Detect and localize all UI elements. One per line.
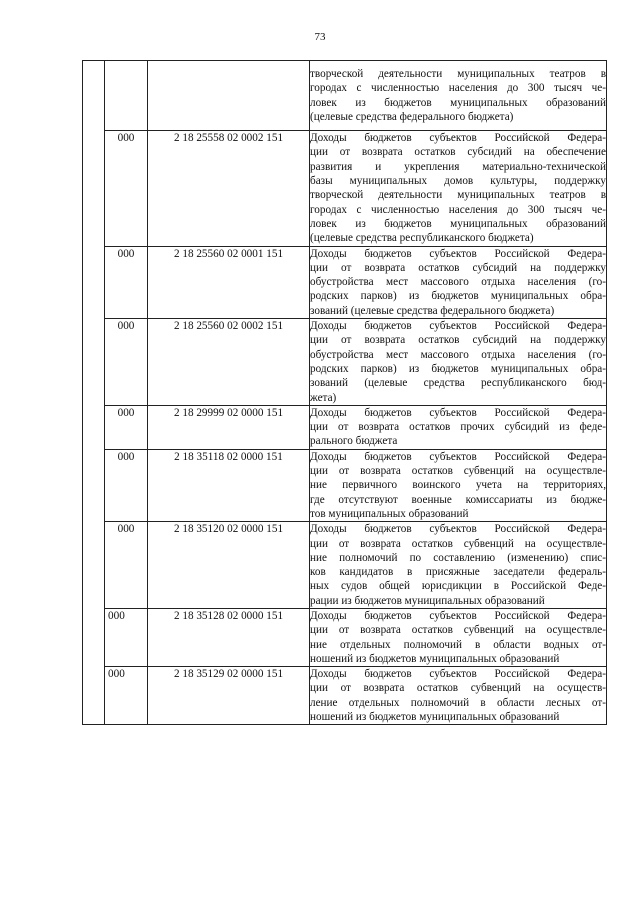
table-row xyxy=(83,667,607,725)
administrator-code-cell: 000 xyxy=(105,449,148,521)
table-row xyxy=(83,246,607,318)
description-line: ции от возврата остатков субсидий на обеспечение xyxy=(310,146,606,159)
description-line: Доходы бюджетов субъектов Российской Федера- xyxy=(310,609,606,622)
description-line: (целевые средства республиканского бюджета) xyxy=(310,232,534,245)
description-line: родских парков) из бюджетов муниципальных обра- xyxy=(310,362,606,375)
budget-revenue-table xyxy=(82,60,607,725)
table-row xyxy=(83,608,607,666)
description-line: обустройства мест массового отдыха населения (го- xyxy=(310,348,606,361)
budget-classification-code-cell: 2 18 35120 02 0000 151 xyxy=(148,522,310,609)
description-line: городах с численностью населения до 300 тысяч че- xyxy=(310,82,606,95)
budget-classification-code-cell: 2 18 25558 02 0002 151 xyxy=(148,131,310,246)
description-line: ков кандидатов в присяжные заседатели федераль- xyxy=(310,566,606,579)
table-body xyxy=(83,61,607,725)
description-line: ние отдельных полномочий в области водных от- xyxy=(310,638,606,651)
description-line: где отсутствуют военные комиссариаты из бюдже- xyxy=(310,493,606,506)
description-line: Доходы бюджетов субъектов Российской Федера- xyxy=(310,450,606,463)
budget-classification-code-cell: 2 18 25560 02 0002 151 xyxy=(148,319,310,406)
description-line: Доходы бюджетов субъектов Российской Федера- xyxy=(310,247,606,260)
description-line: ции от возврата остатков субвенций на осуществле- xyxy=(310,465,606,478)
description-line: зований (целевые средства федерального бюджета) xyxy=(310,304,555,317)
description-line: Доходы бюджетов субъектов Российской Федера- xyxy=(310,320,606,333)
description-line: ции от возврата остатков субвенций на осуществле- xyxy=(310,624,606,637)
revenue-description-cell xyxy=(310,608,607,666)
description-line: обустройства мест массового отдыха населения (го- xyxy=(310,276,606,289)
budget-classification-code-cell: 2 18 35118 02 0000 151 xyxy=(148,449,310,521)
description-line: ловек из бюджетов муниципальных образований xyxy=(310,217,606,230)
description-line: тов муниципальных образований xyxy=(310,507,469,520)
budget-classification-code-cell xyxy=(148,61,310,131)
administrator-code-cell: 000 xyxy=(105,246,148,318)
description-line: базы муниципальных домов культуры, поддержку xyxy=(310,175,606,188)
description-line: развития и укрепления материально-технической xyxy=(310,160,606,173)
administrator-code-cell: 000 xyxy=(105,319,148,406)
description-line: жета) xyxy=(310,391,337,404)
row-number-column xyxy=(83,61,105,725)
description-line: (целевые средства федерального бюджета) xyxy=(310,110,514,123)
description-line: городах с численностью населения до 300 тысяч че- xyxy=(310,203,606,216)
description-line: рации из бюджетов муниципальных образований xyxy=(310,594,545,607)
description-line: ление отдельных полномочий в области лесных от- xyxy=(310,696,606,709)
revenue-description-cell xyxy=(310,319,607,406)
description-line: ции от возврата остатков субсидий на поддержку xyxy=(310,334,606,347)
revenue-description-cell xyxy=(310,405,607,449)
description-line: творческой деятельности муниципальных театров в xyxy=(310,189,606,202)
description-line: ношений из бюджетов муниципальных образований xyxy=(310,652,560,665)
table-row xyxy=(83,405,607,449)
description-line: ловек из бюджетов муниципальных образований xyxy=(310,96,606,109)
description-line: Доходы бюджетов субъектов Российской Федера- xyxy=(310,523,606,536)
revenue-description-cell xyxy=(310,131,607,246)
description-line: ции от возврата остатков субвенций на осуществле- xyxy=(310,537,606,550)
description-line: Доходы бюджетов субъектов Российской Федера- xyxy=(310,406,606,419)
budget-classification-code-cell: 2 18 35129 02 0000 151 xyxy=(148,667,310,725)
revenue-description-cell xyxy=(310,667,607,725)
budget-classification-code-cell: 2 18 25560 02 0001 151 xyxy=(148,246,310,318)
table-row xyxy=(83,61,607,131)
revenue-description-cell xyxy=(310,61,607,131)
description-line: ции от возврата остатков субсидий на поддержку xyxy=(310,261,606,274)
description-line: ние полномочий по составлению (изменению) спис- xyxy=(310,551,606,564)
table-row xyxy=(83,449,607,521)
table-row xyxy=(83,319,607,406)
description-line: творческой деятельности муниципальных театров в xyxy=(310,68,606,80)
description-line: ных судов общей юрисдикции в Российской Феде- xyxy=(310,580,606,593)
administrator-code-cell: 000 xyxy=(105,522,148,609)
table-row xyxy=(83,131,607,246)
administrator-code-cell: 000 xyxy=(105,667,148,725)
description-line: рального бюджета xyxy=(310,435,398,448)
description-line: ции от возврата остатков субвенций на осуществ- xyxy=(310,682,606,695)
description-line: Доходы бюджетов субъектов Российской Федера- xyxy=(310,132,606,145)
description-line: ношений из бюджетов муниципальных образований xyxy=(310,711,560,724)
page-number: 73 xyxy=(314,31,326,43)
revenue-description-cell xyxy=(310,522,607,609)
administrator-code-cell: 000 xyxy=(105,131,148,246)
table-row xyxy=(83,522,607,609)
administrator-code-cell xyxy=(105,61,148,131)
description-line: ние первичного воинского учета на территориях, xyxy=(310,479,606,492)
description-line: ции от возврата остатков прочих субсидий из феде- xyxy=(310,421,606,434)
administrator-code-cell: 000 xyxy=(105,405,148,449)
description-line: Доходы бюджетов субъектов Российской Федера- xyxy=(310,668,606,681)
description-line: зований (целевые средства республиканского бюд- xyxy=(310,377,606,390)
budget-classification-code-cell: 2 18 29999 02 0000 151 xyxy=(148,405,310,449)
revenue-description-cell xyxy=(310,449,607,521)
administrator-code-cell: 000 xyxy=(105,608,148,666)
description-line: родских парков) из бюджетов муниципальных обра- xyxy=(310,290,606,303)
budget-classification-code-cell: 2 18 35128 02 0000 151 xyxy=(148,608,310,666)
revenue-description-cell xyxy=(310,246,607,318)
